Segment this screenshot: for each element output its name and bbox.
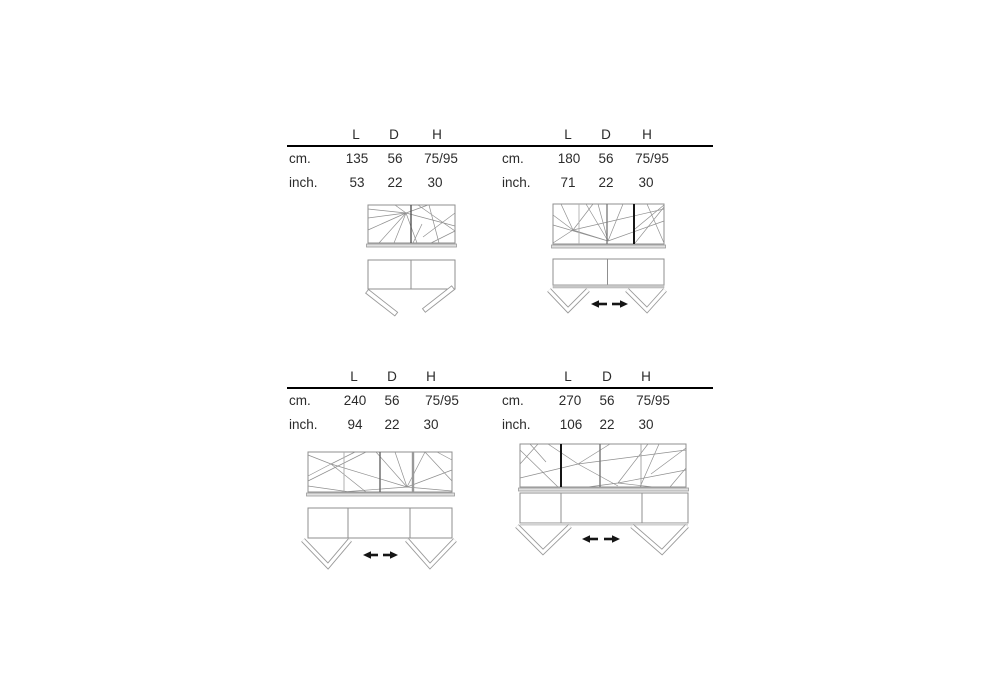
col-header-length-180: L <box>564 127 572 142</box>
front-view-legs-240 <box>302 506 460 570</box>
front-decor-view-270 <box>518 442 690 493</box>
value-cm-length-135: 135 <box>345 151 369 166</box>
value-cm-depth-135: 56 <box>387 151 403 166</box>
extend-arrow-right-icon <box>612 300 628 308</box>
col-header-length-270: L <box>564 369 572 384</box>
value-inch-length-270: 106 <box>559 417 583 432</box>
value-inch-length-180: 71 <box>560 175 576 190</box>
col-header-length-135: L <box>352 127 360 142</box>
row-label-inch-135: inch. <box>289 175 318 190</box>
value-inch-depth-240: 22 <box>384 417 400 432</box>
col-header-height-180: H <box>642 127 652 142</box>
plinth-strip <box>367 244 457 247</box>
front-view-legs-135 <box>366 258 457 316</box>
dimension-tables-row-top <box>0 125 1000 205</box>
front-decor-view-135 <box>366 204 457 251</box>
value-cm-depth-180: 56 <box>598 151 614 166</box>
value-inch-depth-180: 22 <box>598 175 614 190</box>
v-leg-left <box>517 526 570 552</box>
value-inch-depth-135: 22 <box>387 175 403 190</box>
value-cm-height-135: 75/95 <box>424 151 458 166</box>
col-header-depth-180: D <box>601 127 611 142</box>
base-strip <box>520 523 688 526</box>
value-inch-depth-270: 22 <box>599 417 615 432</box>
col-header-length-240: L <box>350 369 358 384</box>
row-label-cm-270: cm. <box>502 393 524 408</box>
dimension-tables-row-bottom <box>0 367 1000 447</box>
splayed-leg-left <box>366 290 398 316</box>
row-label-cm-240: cm. <box>289 393 311 408</box>
row-label-cm-180: cm. <box>502 151 524 166</box>
cabinet-body <box>553 204 664 244</box>
value-inch-height-180: 30 <box>638 175 654 190</box>
value-inch-length-135: 53 <box>349 175 365 190</box>
row-label-inch-240: inch. <box>289 417 318 432</box>
v-leg-right <box>407 540 455 566</box>
v-leg-right <box>632 526 687 552</box>
row-label-inch-270: inch. <box>502 417 531 432</box>
col-header-height-270: H <box>641 369 651 384</box>
front-view-legs-270 <box>515 491 695 557</box>
col-header-depth-135: D <box>389 127 399 142</box>
value-inch-height-240: 30 <box>423 417 439 432</box>
cabinet-body <box>520 493 688 523</box>
extend-arrow-right-icon <box>604 535 620 543</box>
value-cm-depth-270: 56 <box>599 393 615 408</box>
row-label-cm-135: cm. <box>289 151 311 166</box>
col-header-depth-270: D <box>602 369 612 384</box>
front-view-legs-180 <box>551 257 667 319</box>
value-cm-height-240: 75/95 <box>425 393 459 408</box>
cabinet-body <box>553 259 664 285</box>
extend-arrow-left-icon <box>363 551 378 559</box>
v-leg-right <box>627 290 665 310</box>
value-cm-length-270: 270 <box>558 393 582 408</box>
extend-arrow-right-icon <box>383 551 398 559</box>
value-inch-height-270: 30 <box>638 417 654 432</box>
extend-arrow-left-icon <box>582 535 598 543</box>
value-inch-height-135: 30 <box>427 175 443 190</box>
value-cm-length-180: 180 <box>557 151 581 166</box>
value-cm-height-180: 75/95 <box>635 151 669 166</box>
extend-arrow-left-icon <box>591 300 607 308</box>
v-leg-left <box>303 540 350 566</box>
table-header-rule-bottom <box>287 387 713 389</box>
value-cm-height-270: 75/95 <box>636 393 670 408</box>
front-decor-view-180 <box>551 203 667 250</box>
front-decor-view-240 <box>306 450 456 498</box>
splayed-leg-right <box>423 286 455 312</box>
table-header-rule-top <box>287 145 713 147</box>
plinth-strip <box>552 245 666 248</box>
col-header-height-135: H <box>432 127 442 142</box>
value-inch-length-240: 94 <box>347 417 363 432</box>
col-header-height-240: H <box>426 369 436 384</box>
v-leg-left <box>549 290 588 310</box>
cabinet-body <box>520 444 686 487</box>
col-header-depth-240: D <box>387 369 397 384</box>
value-cm-length-240: 240 <box>343 393 367 408</box>
base-strip <box>553 285 664 288</box>
row-label-inch-180: inch. <box>502 175 531 190</box>
value-cm-depth-240: 56 <box>384 393 400 408</box>
plinth-strip <box>307 493 455 496</box>
cabinet-body <box>308 508 452 538</box>
